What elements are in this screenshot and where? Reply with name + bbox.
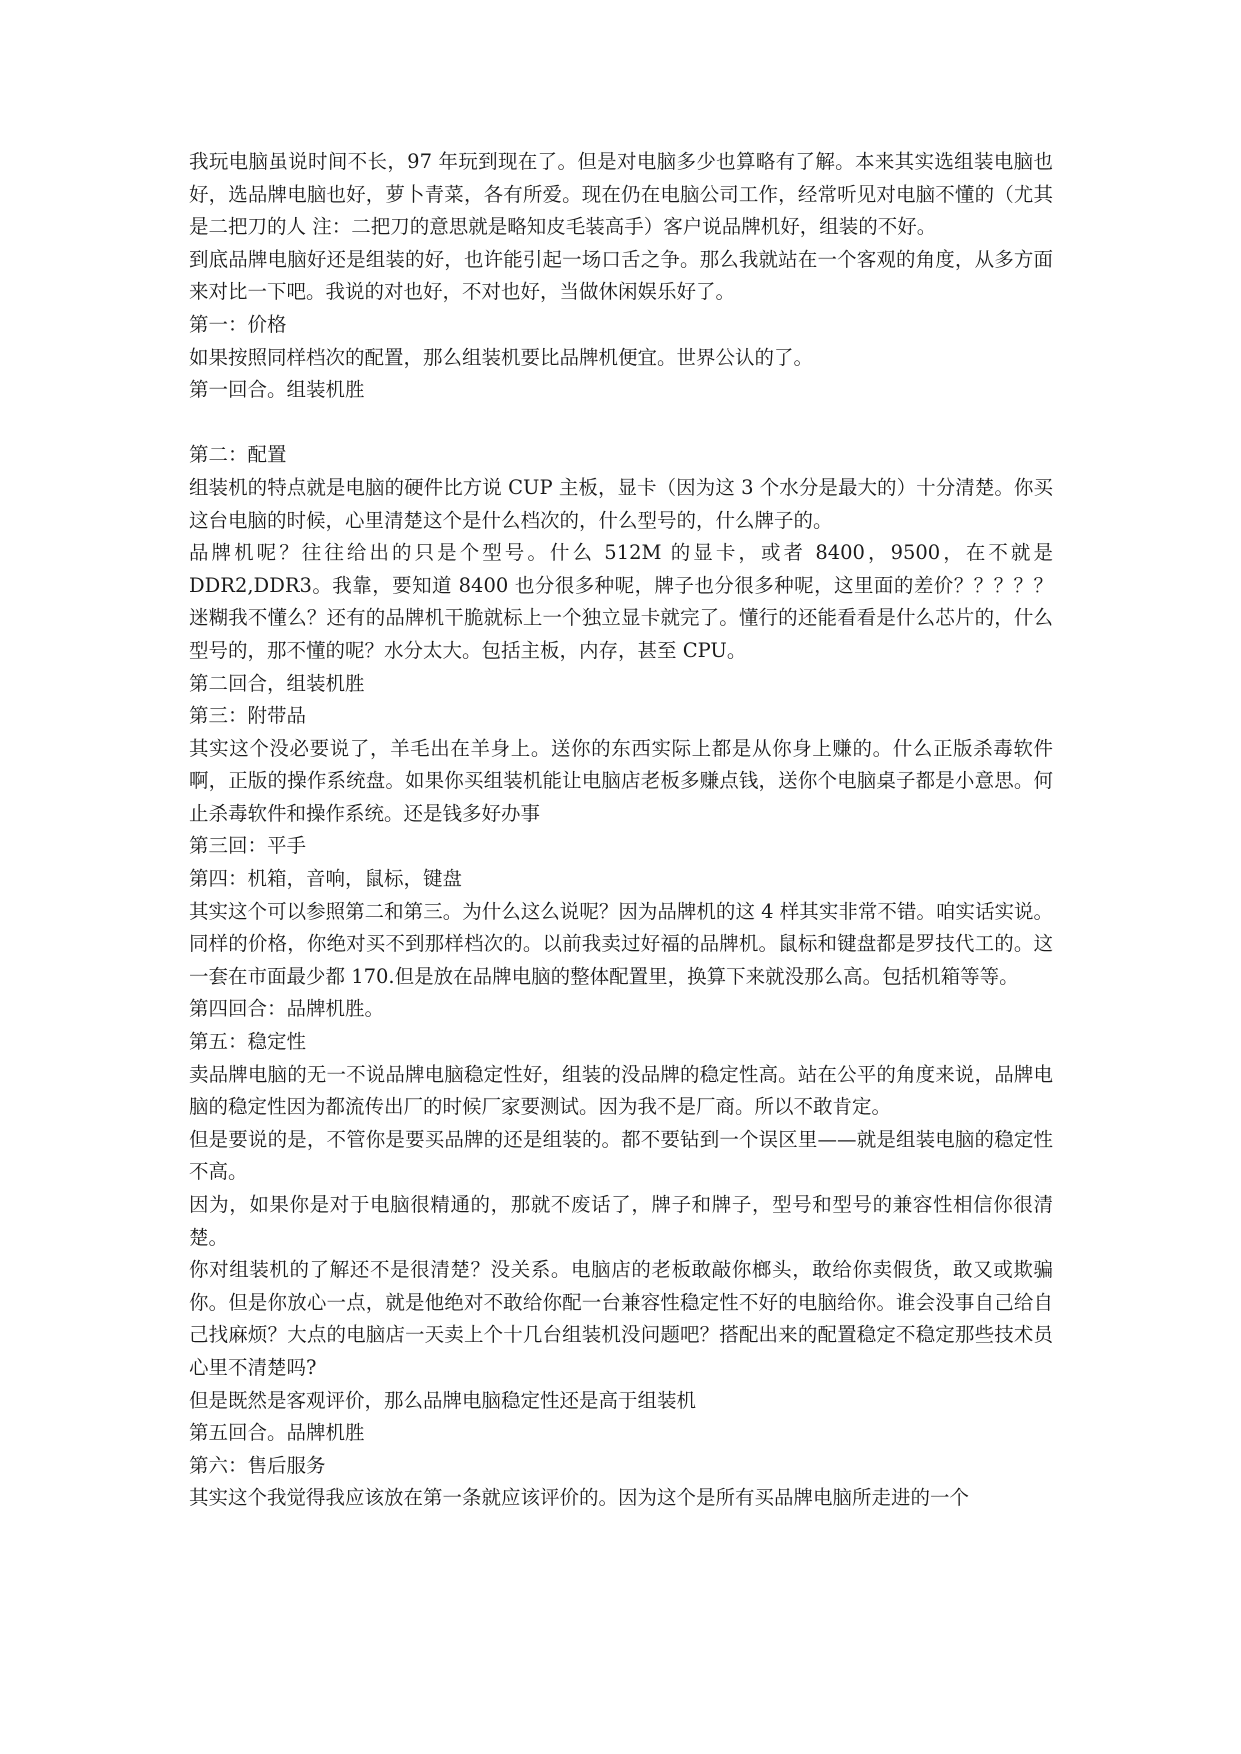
- paragraph-config-brand: 品牌机呢？往往给出的只是个型号。什么 512M 的显卡，或者 8400，9500，在不就是 DDR2,DDR3。我靠，要知道 8400 也分很多种呢，牌子也分很多种呢，这里面的差价？？？？？迷糊我不懂么？还有的品牌机干脆就标上一个独立显卡就完了。懂行的还能看看是什么芯片的，什么型号的，那不懂的呢？水分太大。包括主板，内存，甚至 CPU。: [189, 541, 1053, 662]
- round-result-5: 第五回合。品牌机胜: [189, 1421, 365, 1445]
- round-result-1: 第一回合。组装机胜: [189, 378, 365, 402]
- paragraph-price: 如果按照同样档次的配置，那么组装机要比品牌机便宜。世界公认的了。: [189, 345, 814, 369]
- paragraph-service: 其实这个我觉得我应该放在第一条就应该评价的。因为这个是所有买品牌电脑所走进的一个: [189, 1486, 970, 1510]
- document-body: [189, 146, 1053, 1515]
- paragraph-stability-1: 卖品牌电脑的无一不说品牌电脑稳定性好，组装的没品牌的稳定性高。站在公平的角度来说，品牌电脑的稳定性因为都流传出厂的时候厂家要测试。因为我不是厂商。所以不敢肯定。: [189, 1062, 1053, 1119]
- paragraph-premise: 到底品牌电脑好还是组装的好，也许能引起一场口舌之争。那么我就站在一个客观的角度，从多方面来对比一下吧。我说的对也好，不对也好，当做休闲娱乐好了。: [189, 247, 1053, 304]
- round-result-3: 第三回：平手: [189, 834, 307, 858]
- blank-line: [189, 407, 1053, 440]
- paragraph-stability-4: 你对组装机的了解还不是很清楚？没关系。电脑店的老板敢敲你榔头，敢给你卖假货，敢又或欺骗你。但是你放心一点，就是他绝对不敢给你配一台兼容性稳定性不好的电脑给你。谁会没事自己给自己找麻烦？大点的电脑店一天卖上个十几台组装机没问题吧？搭配出来的配置稳定不稳定那些技术员心里不清楚吗?: [189, 1258, 1053, 1379]
- paragraph-peripherals: 其实这个可以参照第二和第三。为什么这么说呢？因为品牌机的这 4 样其实非常不错。咱实话实说。同样的价格，你绝对买不到那样档次的。以前我卖过好福的品牌机。鼠标和键盘都是罗技代工的。这一套在市面最少都 170.但是放在品牌电脑的整体配置里，换算下来就没那么高。包括机箱等等。: [189, 899, 1053, 988]
- section-heading-peripherals: 第四：机箱，音响，鼠标，键盘: [189, 867, 463, 891]
- round-result-2: 第二回合，组装机胜: [189, 671, 365, 695]
- section-heading-extras: 第三：附带品: [189, 704, 307, 728]
- section-heading-service: 第六：售后服务: [189, 1453, 326, 1477]
- paragraph-extras: 其实这个没必要说了，羊毛出在羊身上。送你的东西实际上都是从你身上赚的。什么正版杀毒软件啊，正版的操作系统盘。如果你买组装机能让电脑店老板多赚点钱，送你个电脑桌子都是小意思。何止杀毒软件和操作系统。还是钱多好办事: [189, 736, 1053, 825]
- paragraph-stability-5: 但是既然是客观评价，那么品牌电脑稳定性还是高于组装机: [189, 1388, 697, 1412]
- paragraph-config-diy: 组装机的特点就是电脑的硬件比方说 CUP 主板，显卡（因为这 3 个水分是最大的）十分清楚。你买这台电脑的时候，心里清楚这个是什么档次的，什么型号的，什么牌子的。: [189, 475, 1053, 532]
- section-heading-stability: 第五：稳定性: [189, 1030, 307, 1054]
- paragraph-stability-2: 但是要说的是，不管你是要买品牌的还是组装的。都不要钻到一个误区里——就是组装电脑的稳定性不高。: [189, 1127, 1053, 1184]
- paragraph-stability-3: 因为，如果你是对于电脑很精通的，那就不废话了，牌子和牌子，型号和型号的兼容性相信你很清楚。: [189, 1193, 1053, 1249]
- round-result-4: 第四回合：品牌机胜。: [189, 997, 385, 1021]
- section-heading-price: 第一：价格: [189, 312, 287, 336]
- paragraph-intro: 我玩电脑虽说时间不长，97 年玩到现在了。但是对电脑多少也算略有了解。本来其实选组装电脑也好，选品牌电脑也好，萝卜青菜，各有所爱。现在仍在电脑公司工作，经常听见对电脑不懂的（尤其是二把刀的人 注：二把刀的意思就是略知皮毛装高手）客户说品牌机好，组装的不好。: [189, 150, 1053, 239]
- section-heading-config: 第二：配置: [189, 443, 287, 467]
